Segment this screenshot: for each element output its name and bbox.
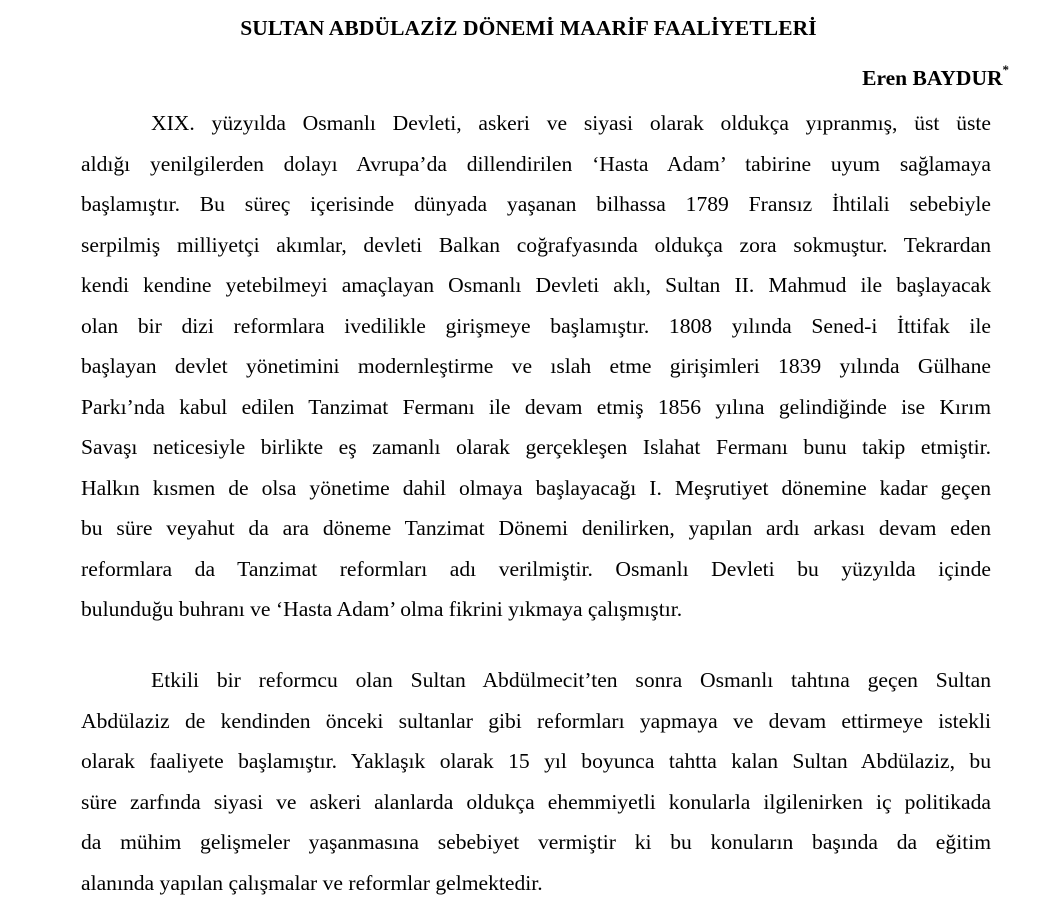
text-line: Savaşı neticesiyle birlikte eş zamanlı olarak gerçekleşen Islahat Fermanı bunu takip etmiştir. (81, 435, 991, 459)
text-line: olarak faaliyete başlamıştır. Yaklaşık olarak 15 yıl boyunca tahtta kalan Sultan Abdülaziz, bu (81, 749, 991, 773)
text-line: da mühim gelişmeler yaşanmasına sebebiyet vermiştir ki bu konuların başında da eğitim (81, 830, 991, 854)
text-line: kendi kendine yetebilmeyi amaçlayan Osmanlı Devleti aklı, Sultan II. Mahmud ile başlayacak (81, 273, 991, 297)
text-line: süre zarfında siyasi ve askeri alanlarda oldukça ehemmiyetli konularla ilgilenirken iç politikada (81, 789, 991, 814)
text-line: Parkı’nda kabul edilen Tanzimat Fermanı ile devam etmiş 1856 yılına gelindiğinde ise Kırım (81, 394, 991, 419)
text-line: Halkın kısmen de olsa yönetime dahil olmaya başlayacağı I. Meşrutiyet dönemine kadar geçen (81, 475, 991, 500)
text-line: Abdülaziz de kendinden önceki sultanlar gibi reformları yapmaya ve devam ettirmeye istekli (81, 708, 991, 733)
text-line: bu süre veyahut da ara döneme Tanzimat Dönemi denilirken, yapılan ardı arkası devam eden (81, 516, 991, 540)
text-line: başlamıştır. Bu süreç içerisinde dünyada yaşanan bilhassa 1789 Fransız İhtilali sebebiyle (81, 192, 991, 216)
author-name-text: Eren BAYDUR (862, 66, 1003, 91)
author-name (862, 62, 1009, 91)
paragraph-2 (81, 660, 991, 903)
text-line: bulunduğu buhranı ve ‘Hasta Adam’ olma fikrini yıkmaya çalışmıştır. (81, 597, 683, 621)
text-line: alanında yapılan çalışmalar ve reformlar gelmektedir. (81, 870, 543, 895)
text-line: Etkili bir reformcu olan Sultan Abdülmecit’ten sonra Osmanlı tahtına geçen Sultan (151, 668, 991, 692)
document-title: SULTAN ABDÜLAZİZ DÖNEMİ MAARİF FAALİYETLERİ (240, 16, 817, 40)
text-line: başlayan devlet yönetimini modernleştirme ve ıslah etme girişimleri 1839 yılında Gülhane (81, 354, 991, 378)
text-line: aldığı yenilgilerden dolayı Avrupa’da dillendirilen ‘Hasta Adam’ tabirine uyum sağlamaya (81, 151, 991, 176)
text-line: olan bir dizi reformlara ivedilikle girişmeye başlamıştır. 1808 yılında Sened-i İttifak ile (81, 313, 991, 338)
text-line: reformlara da Tanzimat reformları adı verilmiştir. Osmanlı Devleti bu yüzyılda içinde (81, 556, 991, 581)
text-line: serpilmiş milliyetçi akımlar, devleti Balkan coğrafyasında oldukça zora sokmuştur. Tekrardan (81, 232, 991, 257)
text-line: XIX. yüzyılda Osmanlı Devleti, askeri ve siyasi olarak oldukça yıpranmış, üst üste (151, 111, 991, 135)
paragraph-1 (81, 103, 991, 630)
author-footnote-mark: * (1002, 62, 1009, 77)
